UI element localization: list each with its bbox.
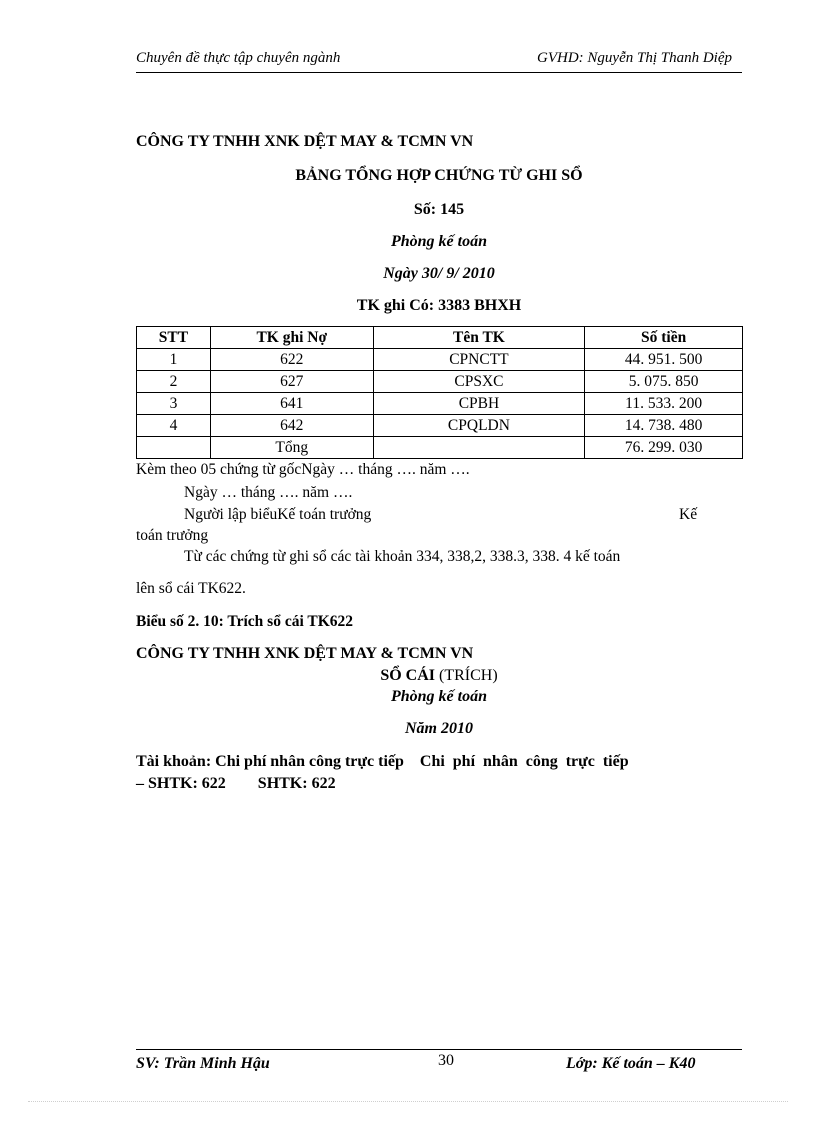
cell-account-name: CPQLDN xyxy=(373,415,585,437)
cell-account-name xyxy=(373,437,585,459)
account-line-1: Tài khoản: Chi phí nhân công trực tiếp Chi phí nhân công trực tiếp xyxy=(136,753,629,770)
company-name-2: CÔNG TY TNHH XNK DỆT MAY & TCMN VN xyxy=(136,645,474,662)
column-header-debit-account: TK ghi Nợ xyxy=(210,327,373,349)
cell-stt: 2 xyxy=(137,371,211,393)
ledger-title-main: SỔ CÁI xyxy=(380,667,436,684)
table-row xyxy=(137,371,743,393)
header-left: Chuyên đề thực tập chuyên ngành xyxy=(136,50,341,66)
voucher-summary-table xyxy=(136,326,743,459)
department: Phòng kế toán xyxy=(390,233,487,250)
cell-account-name: CPNCTT xyxy=(373,349,585,371)
cell-stt: 1 xyxy=(137,349,211,371)
attachment-note: Kèm theo 05 chứng từ gốcNgày … tháng …. năm …. xyxy=(136,461,470,478)
cell-amount: 11. 533. 200 xyxy=(585,393,743,415)
cell-amount: 14. 738. 480 xyxy=(585,415,743,437)
header-right: GVHD: Nguyễn Thị Thanh Diệp xyxy=(537,50,732,66)
figure-caption: Biểu số 2. 10: Trích sổ cái TK622 xyxy=(136,613,354,630)
cell-debit-account: 642 xyxy=(210,415,373,437)
ledger-year: Năm 2010 xyxy=(405,720,473,737)
footer-class: Lớp: Kế toán – K40 xyxy=(566,1055,696,1072)
account-line-2: – SHTK: 622 SHTK: 622 xyxy=(136,775,336,792)
document-title: BẢNG TỔNG HỢP CHỨNG TỪ GHI SỔ xyxy=(295,167,583,184)
paragraph-line-2: lên sổ cái TK622. xyxy=(136,580,246,597)
signer-right: Kế xyxy=(679,506,698,523)
department-2: Phòng kế toán xyxy=(390,688,487,705)
signers-line: Người lập biểuKế toán trưởng xyxy=(184,506,372,523)
ledger-title-suffix: (TRÍCH) xyxy=(435,667,498,684)
cell-stt xyxy=(137,437,211,459)
cell-amount: 5. 075. 850 xyxy=(585,371,743,393)
cell-account-name: CPSXC xyxy=(373,371,585,393)
document-date: Ngày 30/ 9/ 2010 xyxy=(383,265,495,282)
column-header-stt: STT xyxy=(137,327,211,349)
cell-amount: 44. 951. 500 xyxy=(585,349,743,371)
page-edge-dotted-line xyxy=(28,1101,788,1102)
page-number: 30 xyxy=(438,1052,454,1069)
cell-total-label: Tổng xyxy=(210,437,373,459)
table-total-row xyxy=(137,437,743,459)
document-number: Số: 145 xyxy=(413,201,465,218)
table-row xyxy=(137,415,743,437)
cell-debit-account: 627 xyxy=(210,371,373,393)
cell-stt: 4 xyxy=(137,415,211,437)
footer-student: SV: Trần Minh Hậu xyxy=(136,1055,270,1072)
cell-debit-account: 641 xyxy=(210,393,373,415)
signer-wrap: toán trưởng xyxy=(136,527,209,544)
ledger-title xyxy=(136,667,742,685)
column-header-account-name: Tên TK xyxy=(373,327,585,349)
cell-debit-account: 622 xyxy=(210,349,373,371)
company-name: CÔNG TY TNHH XNK DỆT MAY & TCMN VN xyxy=(136,133,474,150)
credit-account: TK ghi Có: 3383 BHXH xyxy=(356,297,522,314)
footer-rule xyxy=(136,1049,742,1050)
paragraph-line-1: Từ các chứng từ ghi sổ các tài khoản 334, 338,2, 338.3, 338. 4 kế toán xyxy=(184,548,621,565)
table-row xyxy=(137,349,743,371)
table-header-row xyxy=(137,327,743,349)
column-header-amount: Số tiền xyxy=(585,327,743,349)
table-row xyxy=(137,393,743,415)
header-rule xyxy=(136,72,742,73)
cell-total-amount: 76. 299. 030 xyxy=(585,437,743,459)
cell-account-name: CPBH xyxy=(373,393,585,415)
cell-stt: 3 xyxy=(137,393,211,415)
signature-date: Ngày … tháng …. năm …. xyxy=(184,484,353,501)
